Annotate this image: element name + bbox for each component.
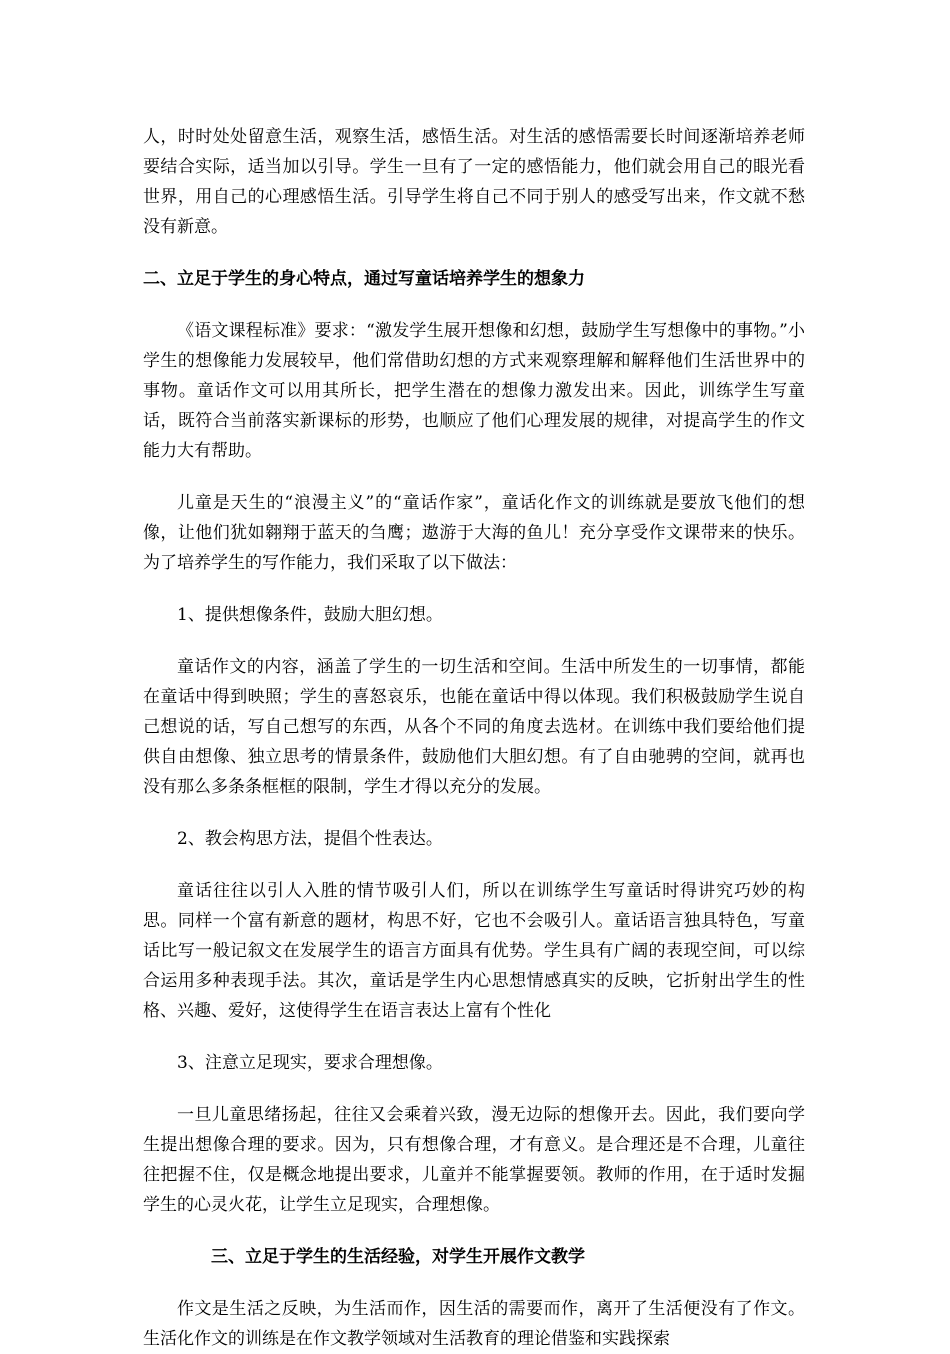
section-heading-3: 三、立足于学生的生活经验，对学生开展作文教学: [211, 1247, 585, 1267]
paragraph-children-romantic: 儿童是天生的“浪漫主义”的“童话作家”，童话化作文的训练就是要放飞他们的想像，让他们犹如翱翔于蓝天的刍鹰；遨游于大海的鱼儿！充分享受作文课带来的快乐。为了培养学生的写作能力，我们采取了以下做法：: [143, 493, 805, 573]
section-heading-2: 二、立足于学生的身心特点，通过写童话培养学生的想象力: [143, 269, 585, 289]
paragraph-composition-method: 童话往往以引人入胜的情节吸引人们，所以在训练学生写童话时得讲究巧妙的构思。同样一个富有新意的题材，构思不好，它也不会吸引人。童话语言独具特色，写童话比写一般记叙文在发展学生的语言方面具有优势。学生具有广阔的表现空间，可以综合运用多种表现手法。其次，童话是学生内心思想情感真实的反映，它折射出学生的性格、兴趣、爱好，这使得学生在语言表达上富有个性化: [143, 881, 805, 1021]
list-item-1: 1、提供想像条件，鼓励大胆幻想。: [177, 605, 443, 625]
list-item-2: 2、教会构思方法，提倡个性表达。: [177, 829, 443, 849]
paragraph-curriculum-standard: 《语文课程标准》要求：“激发学生展开想像和幻想，鼓励学生写想像中的事物。”小学生的想像能力发展较早，他们常借助幻想的方式来观察理解和解释他们生活世界中的事物。童话作文可以用其所长，把学生潜在的想像力激发出来。因此，训练学生写童话，既符合当前落实新课标的形势，也顺应了他们心理发展的规律，对提高学生的作文能力大有帮助。: [143, 321, 805, 461]
paragraph-reasonable-imagination: 一旦儿童思绪扬起，往往又会乘着兴致，漫无边际的想像开去。因此，我们要向学生提出想像合理的要求。因为，只有想像合理，才有意义。是合理还是不合理，儿童往往把握不住，仅是概念地提出要求，儿童并不能掌握要领。教师的作用，在于适时发掘学生的心灵火花，让学生立足现实，合理想像。: [143, 1105, 805, 1215]
list-item-3: 3、注意立足现实，要求合理想像。: [177, 1053, 443, 1073]
paragraph-intro: 人，时时处处留意生活，观察生活，感悟生活。对生活的感悟需要长时间逐渐培养老师要结合实际，适当加以引导。学生一旦有了一定的感悟能力，他们就会用自己的眼光看世界，用自己的心理感悟生活。引导学生将自己不同于别人的感受写出来，作文就不愁没有新意。: [143, 127, 805, 237]
document-page: [143, 122, 805, 1354]
paragraph-life-composition: 作文是生活之反映，为生活而作，因生活的需要而作，离开了生活便没有了作文。生活化作文的训练是在作文教学领域对生活教育的理论借鉴和实践探索: [143, 1299, 805, 1349]
paragraph-fairy-tale-content: 童话作文的内容，涵盖了学生的一切生活和空间。生活中所发生的一切事情，都能在童话中得到映照；学生的喜怒哀乐，也能在童话中得以体现。我们积极鼓励学生说自己想说的话，写自己想写的东西，从各个不同的角度去选材。在训练中我们要给他们提供自由想像、独立思考的情景条件，鼓励他们大胆幻想。有了自由驰骋的空间，就再也没有那么多条条框框的限制，学生才得以充分的发展。: [143, 657, 805, 797]
